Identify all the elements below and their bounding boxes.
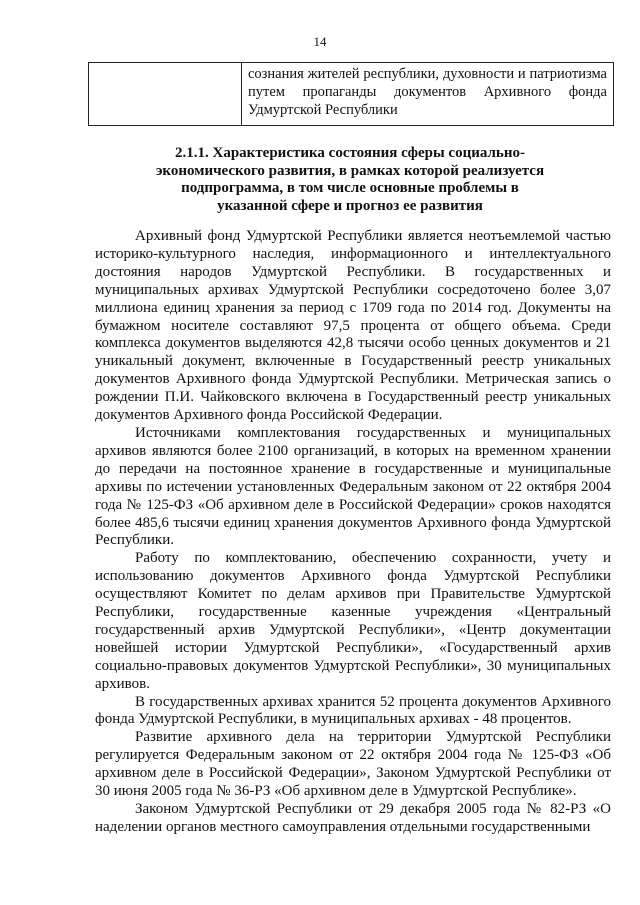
- paragraph-acquisition-sources: Источниками комплектования государственных и муниципальных архивов являются более 2100 организаций, в которых на временном хранении до передачи на постоянное хранение в государственные и муниципальные архивы по истечении установленных Федеральным законом от 22 октября 2004 года № 125-ФЗ «Об архивном деле в Российской Федерации» сроков находятся более 485,6 тысячи единиц хранения документов Архивного фонда Удмуртской Республики.: [95, 424, 611, 549]
- table-cell-text: [242, 63, 614, 126]
- paragraph-archive-work: Работу по комплектованию, обеспечению сохранности, учету и использованию документов Архивного фонда Удмуртской Республики осуществляют Комитет по делам архивов при Правительстве Удмуртской Республики, государственные казенные учреждения «Центральный государственный архив Удмуртской Республики», «Центр документации новейшей истории Удмуртской Республики», «Государственный архив социально-правовых документов Удмуртской Республики», 30 муниципальных архивов.: [95, 550, 611, 692]
- page-number: 14: [313, 34, 327, 49]
- paragraph-storage-share: В государственных архивах хранится 52 процента документов Архивного фонда Удмуртской Республики, в муниципальных архивах - 48 процентов.: [95, 693, 611, 728]
- table-cell-empty: [89, 63, 242, 126]
- table-cell-content: сознания жителей республики, духовности и патриотизма путем пропаганды документов Архивного фонда Удмуртской Республики: [248, 66, 607, 118]
- paragraph-archive-fund: Архивный фонд Удмуртской Республики является неотъемлемой частью историко-культурного наследия, информационного и интеллектуального достояния народов Удмуртской Республики. В государственных и муниципальных архивах Удмуртской Республики сосредоточено более 3,07 миллиона единиц хранения за период с 1709 года по 2014 год. Документы на бумажном носителе составляют 97,5 процента от общего объема. Среди комплекса документов выделяются 42,8 тысячи особо ценных документов и 21 уникальный документ, включенные в Государственный реестр уникальных документов Архивного фонда Удмуртской Республики. Метрическая запись о рождении П.И. Чайковского включена в Государственный реестр уникальных документов Архивного фонда Российской Федерации.: [95, 228, 611, 424]
- section-heading: 2.1.1. Характеристика состояния сферы социально-экономического развития, в рамках которой реализуется подпрограмма, в том числе основные проблемы в указанной сфере и прогноз ее развития: [155, 145, 545, 214]
- body-text: [95, 228, 611, 837]
- paragraph-legal-regulation: Развитие архивного дела на территории Удмуртской Республики регулируется Федеральным законом от 22 октября 2004 года № 125-ФЗ «Об архивном деле в Российской Федерации», Законом Удмуртской Республики от 30 июня 2005 года № 36-РЗ «Об архивном деле в Удмуртской Республике».: [95, 729, 611, 800]
- table-row: [89, 63, 614, 126]
- paragraph-local-government-law: Законом Удмуртской Республики от 29 декабря 2005 года № 82-РЗ «О наделении органов местного самоуправления отдельными государственными: [95, 801, 611, 835]
- continuation-table: [88, 62, 614, 126]
